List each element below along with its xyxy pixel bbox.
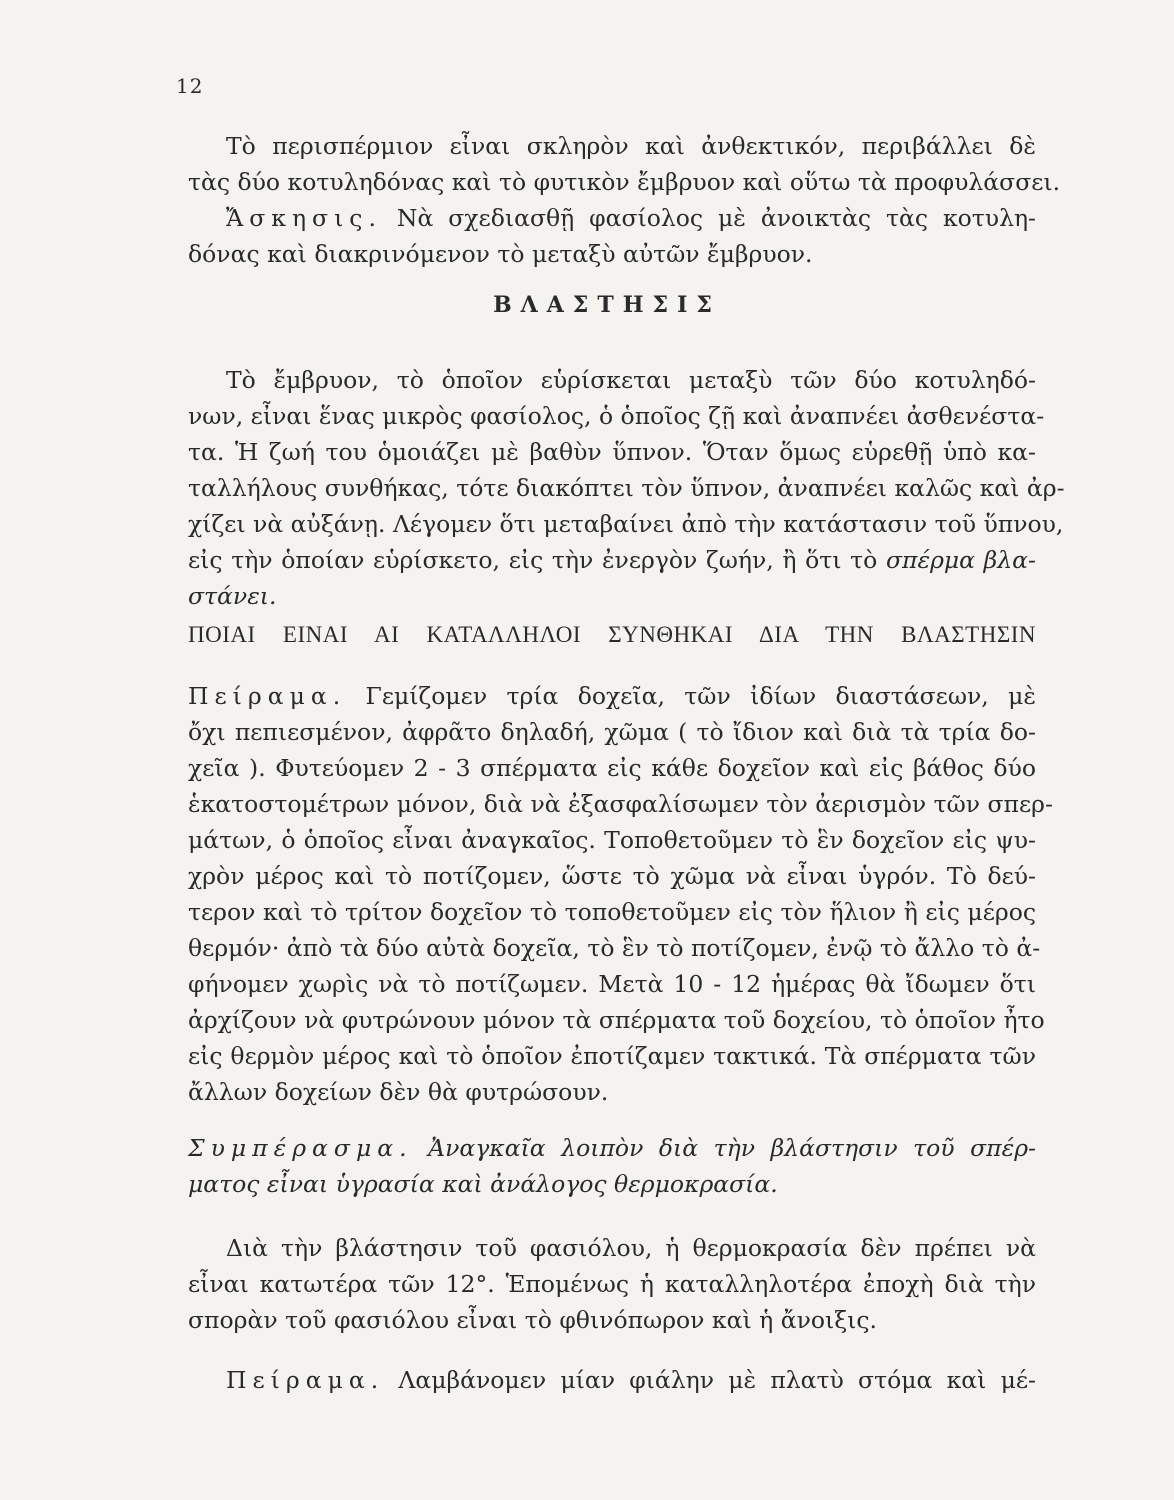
conclusion-first-line [188,1130,1036,1166]
text-line [188,542,1036,578]
text-line: Τὸ περισπέρμιον εἶναι σκληρὸν καὶ ἀνθεκτικόν, περιβάλλει δὲ [226,132,1036,160]
experiment2-text: Λαμβάνομεν μίαν φιάλην μὲ πλατὺ στόμα καὶ μέ- [398,1366,1036,1394]
conclusion-label: Συμπέρασμα. [188,1134,413,1162]
conclusion-text: Ἀναγκαῖα λοιπὸν διὰ τὴν βλάστησιν τοῦ σπέρ- [428,1134,1036,1162]
text-line: ὄχι πεπιεσμένον, ἀφρᾶτο δηλαδή, χῶμα ( τὸ ἴδιον καὶ διὰ τὰ τρία δο- [188,718,1036,746]
page-number: 12 [176,74,204,98]
conclusion-paragraph [188,1130,1036,1202]
experiment-text: Γεμίζομεν τρία δοχεῖα, τῶν ἰδίων διαστάσεων, μὲ [365,682,1036,710]
text-line: φήνομεν χωρὶς νὰ τὸ ποτίζωμεν. Μετὰ 10 - 12 ἡμέρας θὰ ἴδωμεν ὅτι [188,970,1036,998]
text-line: τὰς δύο κοτυληδόνας καὶ τὸ φυτικὸν ἔμβρυον καὶ οὕτω τὰ προφυλάσσει. [188,168,1061,196]
text-line: Τὸ ἔμβρυον, τὸ ὁποῖον εὑρίσκεται μεταξὺ τῶν δύο κοτυληδό- [226,366,1036,394]
experiment-label: Πείραμα. [188,682,347,710]
experiment2-paragraph [188,1362,1036,1398]
experiment-paragraph [188,678,1053,1110]
italic-term: σπέρμα βλα- [885,546,1036,574]
text-line: ἄλλων δοχείων δὲν θὰ φυτρώσουν. [188,1078,609,1106]
intro-paragraph [188,128,1061,272]
text-line: ταλλήλους συνθήκας, τότε διακόπτει τὸν ὕπνον, ἀναπνέει καλῶς καὶ ἀρ- [188,474,1065,502]
section-title: ΒΛΑΣΤΗΣΙΣ [493,292,721,318]
experiment-first-line [188,678,1036,714]
text-line: εἶναι κατωτέρα τῶν 12°. Ἑπομένως ἡ καταλληλοτέρα ἐποχὴ διὰ τὴν [188,1270,1036,1298]
text-line: ἑκατοστομέτρων μόνον, διὰ νὰ ἐξασφαλίσωμεν τὸν ἀερισμὸν τῶν σπερ- [188,790,1053,818]
experiment2-line [188,1362,1036,1398]
text-line: Διὰ τὴν βλάστησιν τοῦ φασιόλου, ἡ θερμοκρασία δὲν πρέπει νὰ [226,1234,1036,1262]
text-span: εἰς τὴν ὁποίαν εὑρίσκετο, εἰς τὴν ἐνεργὸν ζωήν, ἢ ὅτι τὸ [188,546,878,574]
text-line: τερον καὶ τὸ τρίτον δοχεῖον τὸ τοποθετοῦμεν εἰς τὸν ἥλιον ἢ εἰς μέρος [188,898,1036,926]
text-line: νων, εἶναι ἕνας μικρὸς φασίολος, ὁ ὁποῖος ζῇ καὶ ἀναπνέει ἀσθενέστα- [188,402,1045,430]
text-line: εἰς θερμὸν μέρος καὶ τὸ ὁποῖον ἐποτίζαμεν τακτικά. Τὰ σπέρματα τῶν [188,1042,1036,1070]
text-line: στάνει. [188,582,277,610]
text-line: δόνας καὶ διακρινόμενον τὸ μεταξὺ αὐτῶν ἔμβρυον. [188,240,813,268]
text-line: ἀρχίζουν νὰ φυτρώνουν μόνον τὰ σπέρματα τοῦ δοχείου, τὸ ὁποῖον ἦτο [188,1006,1045,1034]
text-line: μάτων, ὁ ὁποῖος εἶναι ἀναγκαῖος. Τοποθετοῦμεν τὸ ἓν δοχεῖον εἰς ψυ- [188,826,1036,854]
text-line: τα. Ἡ ζωή του ὁμοιάζει μὲ βαθὺν ὕπνον. Ὅταν ὅμως εὑρεθῇ ὑπὸ κα- [188,438,1036,466]
subheading: ΠΟΙΑΙ ΕΙΝΑΙ ΑΙ ΚΑΤΑΛΛΗΛΟΙ ΣΥΝΘΗΚΑΙ ΔΙΑ ΤΗΝ ΒΛΑΣΤΗΣΙΝ [188,622,1036,647]
text-line: ματος εἶναι ὑγρασία καὶ ἀνάλογος θερμοκρασία. [188,1170,778,1198]
exercise-line [188,200,1036,236]
germination-paragraph [188,362,1065,614]
exercise-text: Νὰ σχεδιασθῇ φασίολος μὲ ἀνοικτὰς τὰς κοτυλη- [396,204,1036,232]
text-line: σπορὰν τοῦ φασιόλου εἶναι τὸ φθινόπωρον καὶ ἡ ἄνοιξις. [188,1306,878,1334]
text-line: θερμόν· ἀπὸ τὰ δύο αὐτὰ δοχεῖα, τὸ ἓν τὸ ποτίζομεν, ἐνῷ τὸ ἄλλο τὸ ἀ- [188,934,1041,962]
text-line: χίζει νὰ αὐξάνῃ. Λέγομεν ὅτι μεταβαίνει ἀπὸ τὴν κατάστασιν τοῦ ὕπνου, [188,510,1064,538]
experiment2-label: Πείραμα. [226,1366,385,1394]
exercise-label: Ἄσκησις. [226,204,382,232]
text-line: χρὸν μέρος καὶ τὸ ποτίζομεν, ὥστε τὸ χῶμα νὰ εἶναι ὑγρόν. Τὸ δεύ- [188,862,1036,890]
text-line: χεῖα ). Φυτεύομεν 2 - 3 σπέρματα εἰς κάθε δοχεῖον καὶ εἰς βάθος δύο [188,754,1036,782]
temperature-paragraph [188,1230,1036,1338]
